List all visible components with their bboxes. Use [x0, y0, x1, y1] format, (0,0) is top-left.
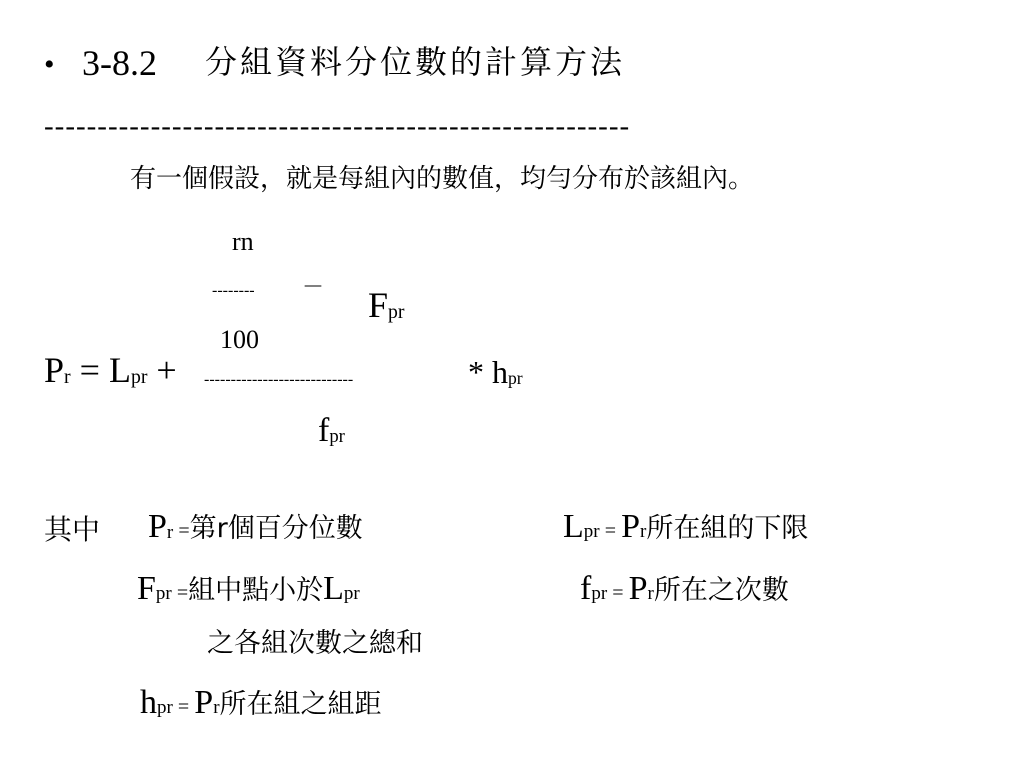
def-F-equals: =	[176, 582, 189, 604]
P-subscript: r	[64, 365, 71, 388]
page-title: 分組資料分位數的計算方法	[205, 43, 626, 81]
def-L-text: 所在組的下限	[646, 513, 809, 544]
equals-sign: =	[79, 350, 100, 390]
def-P-equals: =	[178, 520, 190, 542]
def-f-P-subscript: r	[647, 583, 654, 604]
times-sign: *	[468, 354, 484, 390]
def-f-subscript: pr	[591, 583, 608, 604]
definition-F-line2: 之各組次數之總和	[207, 628, 423, 659]
h-subscript: pr	[508, 367, 523, 388]
formula-minus: －	[302, 274, 325, 299]
section-number: 3-8.2	[82, 43, 157, 83]
def-L-equals: =	[604, 520, 616, 542]
P-symbol: P	[44, 350, 65, 390]
definition-f	[580, 572, 789, 606]
definition-h	[140, 686, 382, 720]
formula-F-pr	[368, 287, 405, 323]
L-symbol: L	[108, 350, 131, 390]
definitions-intro: 其中	[44, 513, 101, 546]
def-f-equals: =	[612, 582, 624, 604]
L-subscript: pr	[130, 365, 148, 388]
f-symbol: f	[318, 412, 330, 449]
def-P-subscript: r	[166, 521, 174, 543]
formula-small-dash: --------	[212, 282, 255, 299]
def-h-P-symbol: P	[194, 684, 214, 721]
def-f-text: 所在之次數	[653, 575, 789, 606]
def-f-P-symbol: P	[628, 570, 648, 607]
def-h-text: 所在組之組距	[219, 689, 382, 720]
F-subscript: pr	[388, 300, 405, 323]
formula-times-h	[468, 356, 523, 388]
def-L-subscript: pr	[583, 521, 600, 542]
definition-L	[563, 510, 808, 544]
title-rule: -------------------------------------------------------	[44, 110, 631, 142]
def-h-subscript: pr	[157, 697, 173, 718]
def-h-equals: =	[177, 696, 190, 718]
def-P-text: 第r個百分位數	[189, 513, 363, 544]
def-F-text: 組中點小於	[188, 575, 324, 606]
title-bullet: •	[44, 48, 55, 81]
def-F-subscript: pr	[155, 583, 172, 604]
def-h-P-subscript: r	[213, 697, 220, 718]
def-f-symbol: f	[580, 570, 592, 607]
definition-P	[148, 510, 363, 544]
assumption-text: 有一個假設，就是每組內的數值，均勻分布於該組內。	[130, 164, 755, 194]
formula-hundred: 100	[220, 325, 259, 354]
def-P-symbol: P	[148, 508, 167, 545]
h-symbol: h	[492, 354, 508, 390]
def-h-symbol: h	[140, 684, 157, 721]
plus-sign: +	[156, 350, 177, 390]
def-L-P-symbol: P	[621, 508, 640, 545]
f-subscript: pr	[329, 425, 345, 447]
formula-long-dash: ----------------------------	[204, 371, 354, 388]
def-F-L-subscript: pr	[343, 583, 360, 604]
def-L-P-subscript: r	[640, 521, 647, 542]
formula-f-pr	[318, 414, 345, 448]
def-F-L-symbol: L	[323, 570, 344, 607]
F-symbol: F	[368, 285, 389, 325]
formula-rn: rn	[232, 227, 254, 256]
def-F-symbol: F	[137, 570, 156, 607]
definition-F	[137, 572, 360, 606]
def-L-symbol: L	[563, 508, 584, 545]
formula-main-line	[44, 352, 177, 388]
